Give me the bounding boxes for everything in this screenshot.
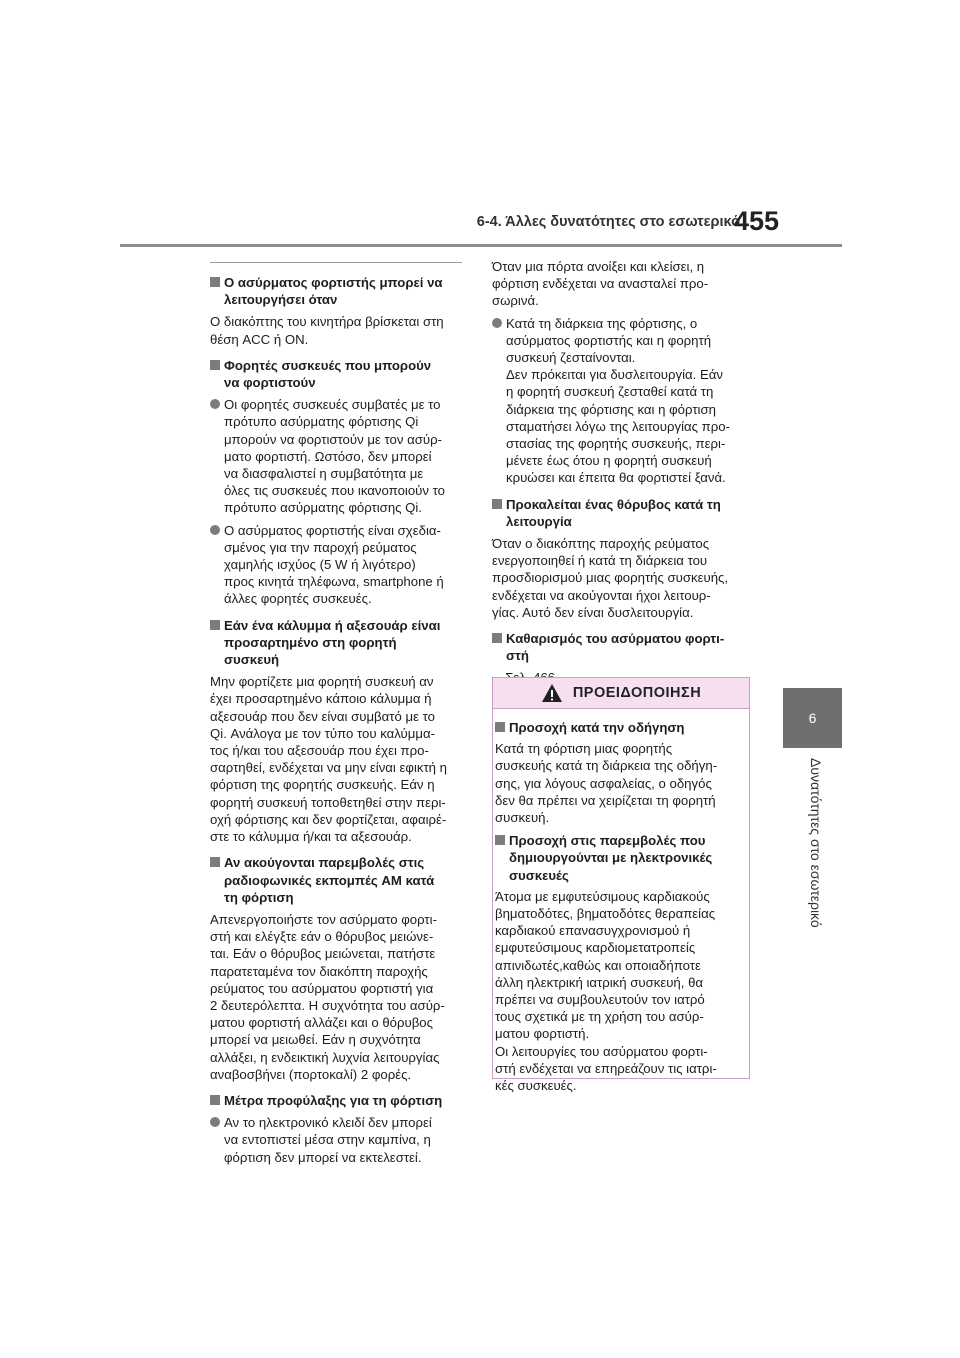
square-bullet-icon	[495, 722, 505, 732]
paragraph-cover-accessory: Μην φορτίζετε μια φορητή συσκευή αν έχει προσαρτημένο κάποιο κάλυμμα ή αξεσουάρ που δεν είναι συμβατό με το Qi. Ανάλογα με τον τύπο του καλύμμα- τος ή/και του αξεσουάρ που έχει προ- σαρτηθεί, ενδέχεται να μην είναι εφικτή η φόρτιση της φορητής συσκευής. Εάν η φορητή συσκευή τοποθετηθεί στην περι- οχή φόρτισης και δεν φορτίζεται, αφαιρέ- στε το κάλυμμα ή/και τα αξεσουάρ.	[210, 674, 448, 845]
bullet-text: Ο ασύρματος φορτιστής είναι σχεδια- σμένος για την παροχή ρεύματος χαμηλής ισχύος (5 W ή λιγότερο) προς κινητά τηλέφωνα, smartphone ή άλλες φορητές συσκευές.	[224, 522, 444, 607]
heading-am-interference	[210, 854, 462, 906]
bullet-electronic-key	[210, 1114, 462, 1166]
warning-body	[493, 709, 749, 1094]
header-rule	[120, 244, 842, 247]
heading-text: Φορητές συσκευές που μπορούν να φορτιστούν	[224, 357, 432, 391]
left-column	[210, 262, 462, 1170]
bullet-heat-during-charging	[492, 315, 754, 487]
paragraph-ignition: Ο διακόπτης του κινητήρα βρίσκεται στη θέση ACC ή ON.	[210, 314, 444, 347]
page-header-section: 6-4. Άλλες δυνατότητες στο εσωτερικό	[476, 214, 740, 230]
warning-paragraph-driving: Κατά τη φόρτιση μιας φορητής συσκευής κατά τη διάρκεια της οδήγη- σης, για λόγους ασφαλείας, ο οδηγός δεν θα πρέπει να χειρίζεται τη φορητή συσκευή.	[495, 741, 718, 826]
paragraph-door-open: Όταν μια πόρτα ανοίξει και κλείσει, η φόρτιση ενδέχεται να ανασταλεί προ- σωρινά.	[492, 259, 709, 309]
warning-title: ΠΡΟΕΙΔΟΠΟΙΗΣΗ	[572, 685, 702, 701]
heading-text: Ο ασύρματος φορτιστής μπορεί να λειτουργήσει όταν	[224, 275, 443, 308]
heading-text: Προσοχή κατά την οδήγηση	[509, 720, 685, 735]
chapter-title-vertical: Δυνατότητες στο εσωτερικό	[808, 758, 824, 928]
heading-text: Προκαλείται ένας θόρυβος κατά τη λειτουργία	[506, 496, 721, 529]
square-bullet-icon	[495, 835, 505, 845]
heading-cover-accessory	[210, 617, 462, 669]
warning-heading-interference	[495, 832, 749, 884]
heading-wireless-charger-operates	[210, 274, 462, 308]
square-bullet-icon	[210, 620, 220, 630]
circle-bullet-icon	[210, 1117, 220, 1127]
heading-text: Μέτρα προφύλαξης για τη φόρτιση	[224, 1092, 443, 1108]
bullet-text: Οι φορητές συσκευές συμβατές με το πρότυπο ασύρματης φόρτισης Qi μπορούν να φορτιστούν με τον ασύρ- ματο φορτιστή. Ωστόσο, δεν μπορεί να διασφαλιστεί η συμβατότητα με όλες τις συσκευές που ικανοποιούν το πρότυπο ασύρματης φόρτισης Qi.	[224, 397, 445, 516]
square-bullet-icon	[210, 1095, 220, 1105]
square-bullet-icon	[492, 633, 502, 643]
warning-box	[492, 677, 750, 1094]
right-column	[492, 256, 754, 691]
heading-operation-noise	[492, 496, 754, 530]
page-number: 455	[734, 206, 780, 236]
warning-triangle-icon	[541, 683, 563, 703]
bullet-qi-compatible	[210, 396, 462, 516]
heading-text: Αν ακούγονται παρεμβολές στις ραδιοφωνικές εκπομπές AM κατά τη φόρτιση	[224, 855, 435, 905]
paragraph-am-interference: Απενεργοποιήστε τον ασύρματο φορτι- στή και ελέγξτε εάν ο θόρυβος μειώνε- ται. Εάν ο θόρυβος μειώνεται, πατήστε παρατεταμένα τον διακόπτη παροχής ρεύματος του ασύρματου φορτιστή για 2 δευτερόλεπτα. Η συχνότητα του ασύρ- ματου φορτιστή αλλάζει και ο θόρυβος μπορεί να μειωθεί. Εάν η συχνότητα αλλάξει, η ενδεικτική λυχνία λειτουργίας αναβοσβήνει (πορτοκαλί) 2 φορές.	[210, 911, 445, 1082]
circle-bullet-icon	[492, 318, 502, 328]
heading-text: Εάν ένα κάλυμμα ή αξεσουάρ είναι προσαρτημένο στη φορητή συσκευή	[224, 617, 441, 668]
bullet-text: Αν το ηλεκτρονικό κλειδί δεν μπορεί να εντοπιστεί μέσα στην καμπίνα, η φόρτιση δεν μπορεί να εκτελεστεί.	[224, 1115, 432, 1165]
heading-text: Καθαρισμός του ασύρματου φορτι- στή	[506, 631, 725, 664]
bullet-text: Κατά τη διάρκεια της φόρτισης, ο ασύρματος φορτιστής και η φορητή συσκευή ζεσταίνονται. Δεν πρόκειται για δυσλειτουργία. Εάν η φορητή συσκευή ζεσταθεί κατά τη διάρκεια της φόρτισης και η φόρτιση σταματήσει λόγω της λειτουργίας προ- στασίας της φορητής συσκευής, περι- μένετε έως ότου η φορητή συσκευή κρυώσει και έπειτα θα φορτιστεί ξανά.	[506, 315, 730, 486]
square-bullet-icon	[492, 499, 502, 509]
circle-bullet-icon	[210, 399, 220, 409]
warning-paragraph-interference: Άτομα με εμφυτεύσιμους καρδιακούς βηματοδότες, βηματοδότες θεραπείας καρδιακού επανασυγχρονισμού ή εμφυτεύσιμους καρδιομετατροπείς απινιδωτές,καθώς και οποιαδήποτε άλλη ηλεκτρική ιατρική συσκευή, θα πρέπει να συμβουλευτούν τον ιατρό τους σχετικά με τη χρήση του ασύρ- ματου φορτιστή. Οι λειτουργίες του ασύρματου φορτι- στή ενδέχεται να επηρεάζουν τις ιατρι- κές συσκευές.	[495, 888, 717, 1094]
warning-heading-driving	[495, 719, 749, 736]
paragraph-operation-noise: Όταν ο διακόπτης παροχής ρεύματος ενεργοποιηθεί ή κατά τη διάρκεια του προσδιορισμού μιας φορητής συσκευής, ενδέχεται να ακούγονται ήχοι λειτουρ- γίας. Αυτό δεν είναι δυσλειτουργία.	[492, 536, 729, 620]
chapter-tab[interactable]: 6	[783, 688, 842, 748]
heading-text: Προσοχή στις παρεμβολές που δημιουργούνται με ηλεκτρονικές συσκευές	[509, 833, 713, 883]
square-bullet-icon	[210, 277, 220, 287]
circle-bullet-icon	[210, 525, 220, 535]
heading-cleaning	[492, 630, 754, 664]
square-bullet-icon	[210, 360, 220, 370]
heading-portable-devices	[210, 357, 462, 391]
square-bullet-icon	[210, 857, 220, 867]
heading-charging-precautions	[210, 1092, 462, 1109]
bullet-low-power	[210, 522, 462, 608]
warning-header	[493, 678, 749, 709]
